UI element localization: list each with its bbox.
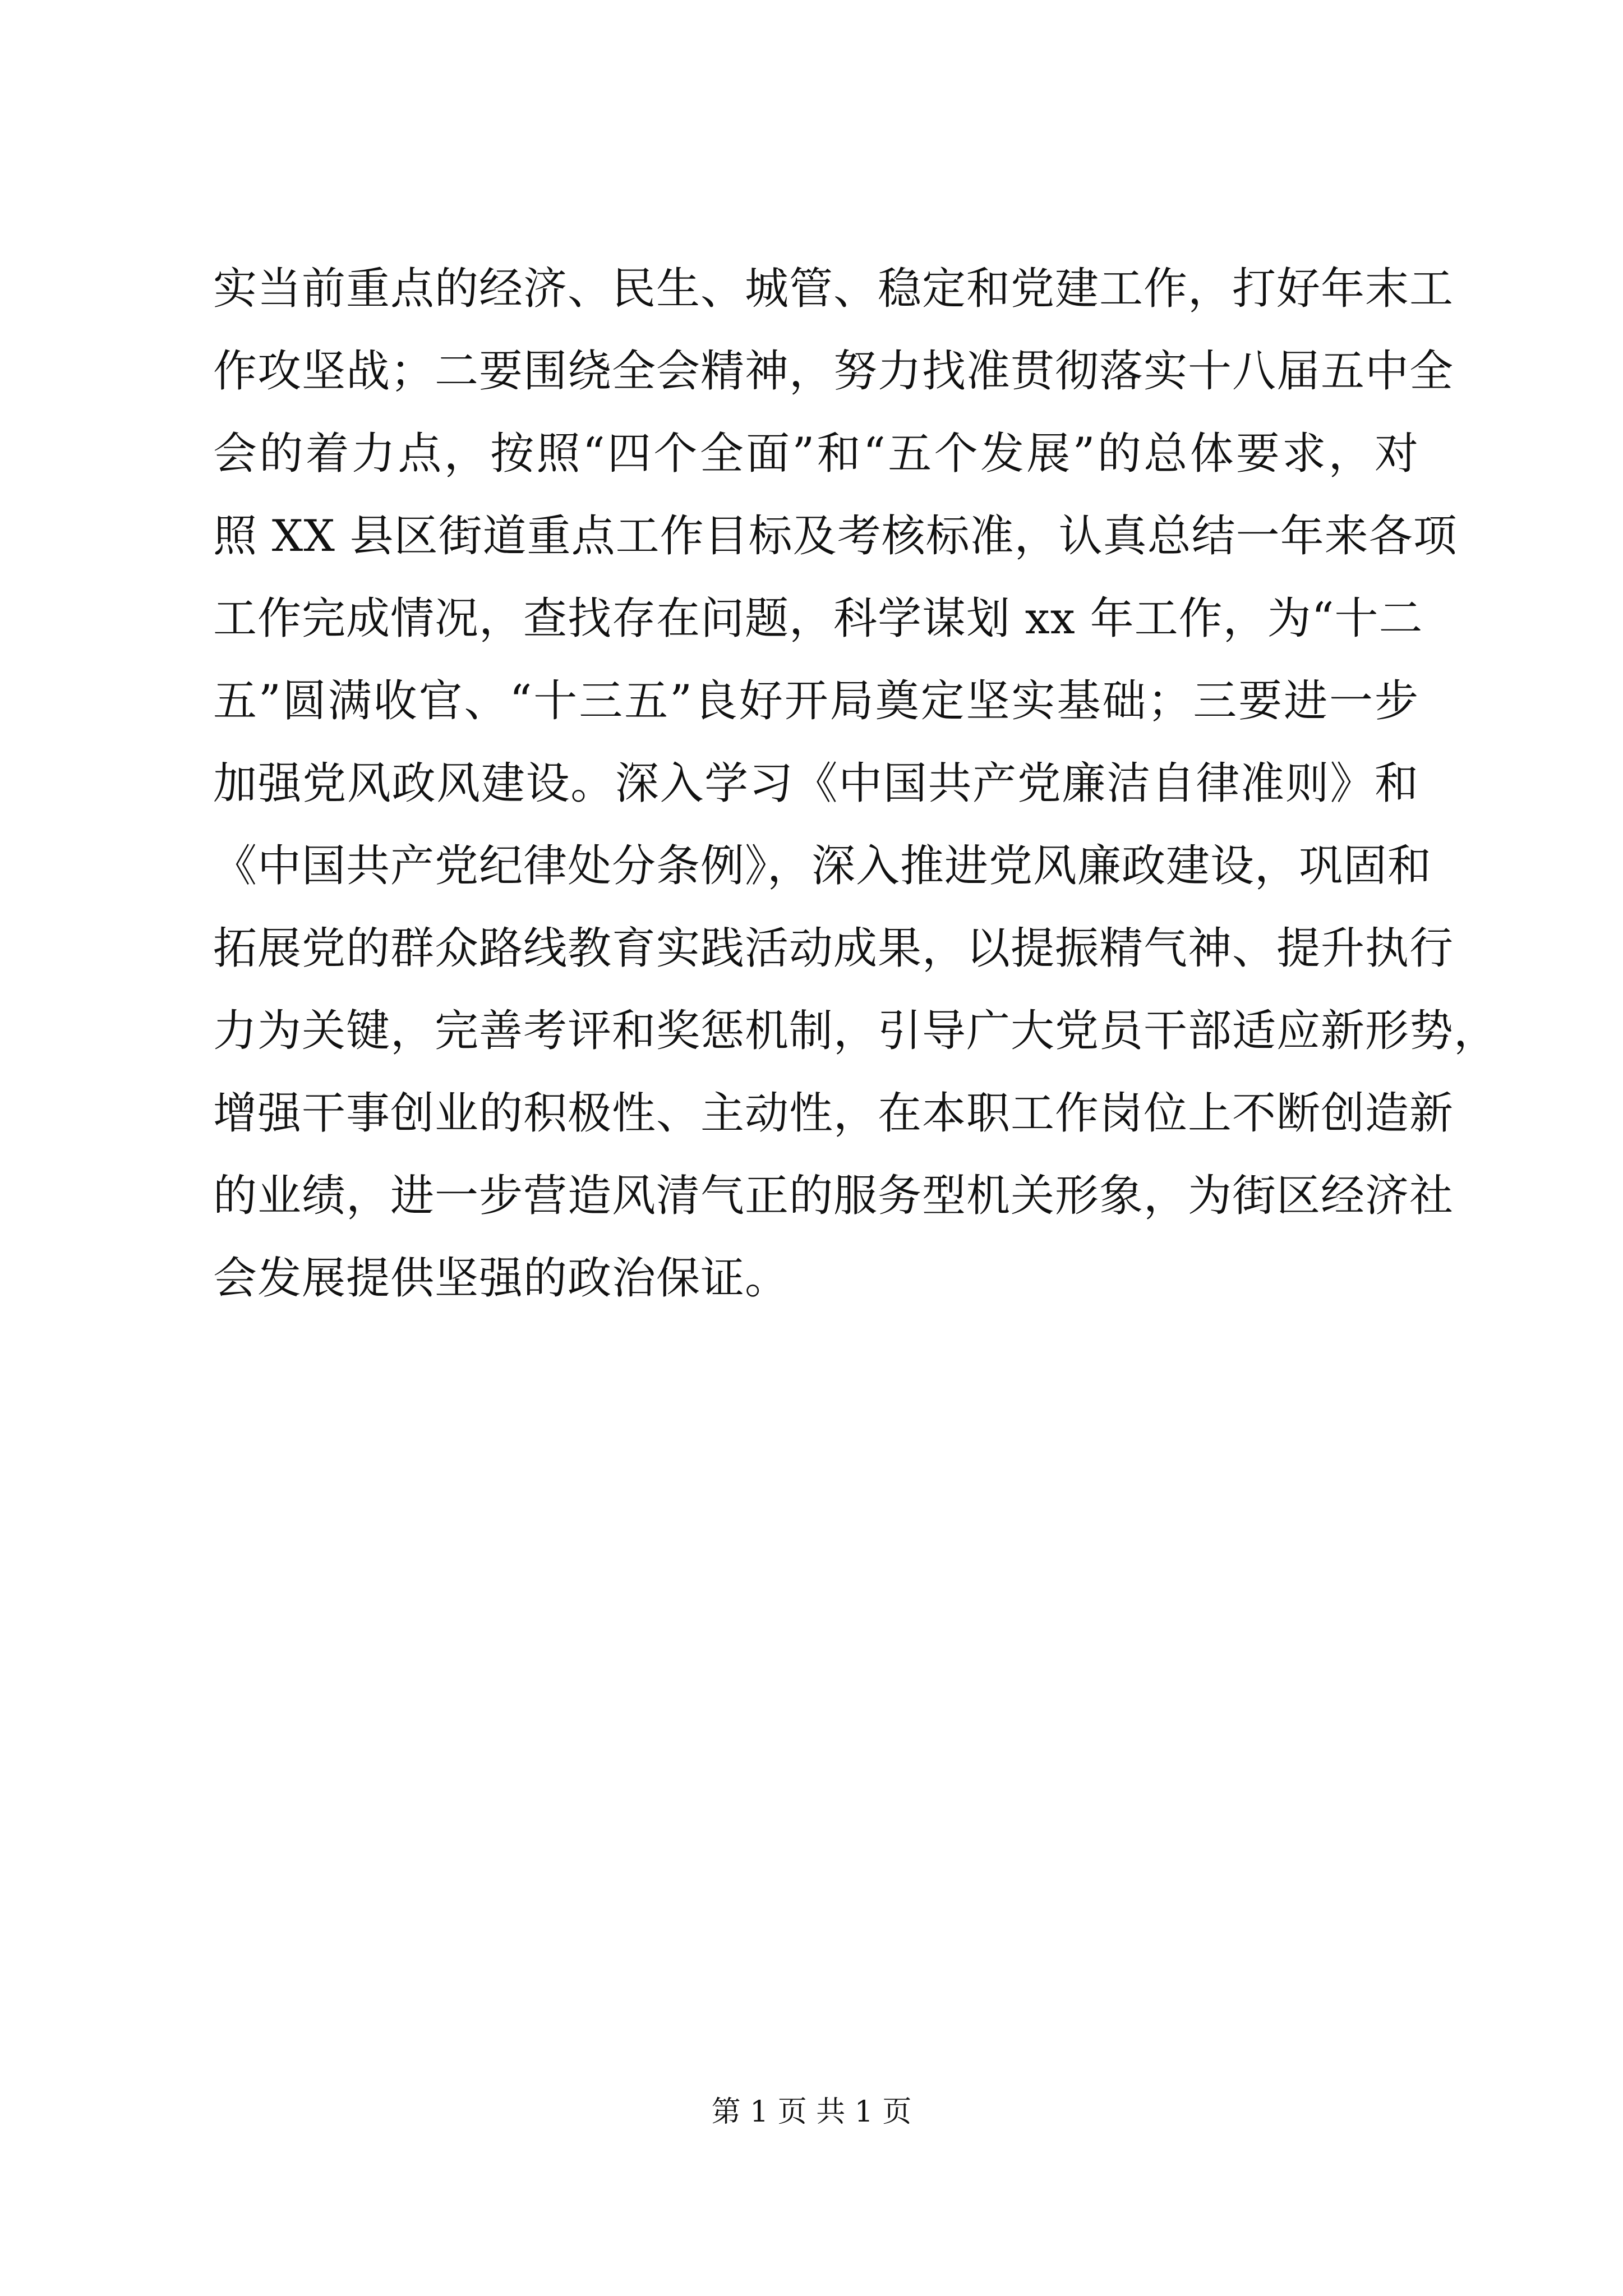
paragraph-line: 工作完成情况，查找存在问题，科学谋划 xx 年工作，为“十二 xyxy=(213,593,1423,644)
paragraph-line: 增强干事创业的积极性、主动性，在本职工作岗位上不断创造新 xyxy=(213,1088,1454,1139)
paragraph-line: 加强党风政风建设。深入学习《中国共产党廉洁自律准则》和 xyxy=(213,758,1419,809)
page-footer xyxy=(0,2092,1623,2132)
page-number-label: 第 1 页 共 1 页 xyxy=(711,2095,912,2129)
paragraph-line: 拓展党的群众路线教育实践活动成果，以提振精气神、提升执行 xyxy=(213,923,1454,974)
paragraph-line: 照 XX 县区街道重点工作目标及考核标准，认真总结一年来各项 xyxy=(213,511,1458,562)
paragraph-line: 力为关键，完善考评和奖惩机制，引导广大党员干部适应新形势， xyxy=(213,1006,1498,1056)
paragraph-line: 会发展提供坚强的政治保证。 xyxy=(213,1253,790,1304)
paragraph-line: 实当前重点的经济、民生、城管、稳定和党建工作，打好年末工 xyxy=(213,264,1454,314)
paragraph-line: 作攻坚战；二要围绕全会精神，努力找准贯彻落实十八届五中全 xyxy=(213,346,1454,397)
body-paragraph xyxy=(213,248,1498,1320)
paragraph-line: 会的着力点，按照“四个全面”和“五个发展”的总体要求，对 xyxy=(213,429,1419,479)
paragraph-line: 五”圆满收官、“十三五”良好开局奠定坚实基础；三要进一步 xyxy=(213,676,1419,726)
paragraph-line: 《中国共产党纪律处分条例》，深入推进党风廉政建设，巩固和 xyxy=(213,841,1432,891)
paragraph-line: 的业绩，进一步营造风清气正的服务型机关形象，为街区经济社 xyxy=(213,1171,1454,1221)
